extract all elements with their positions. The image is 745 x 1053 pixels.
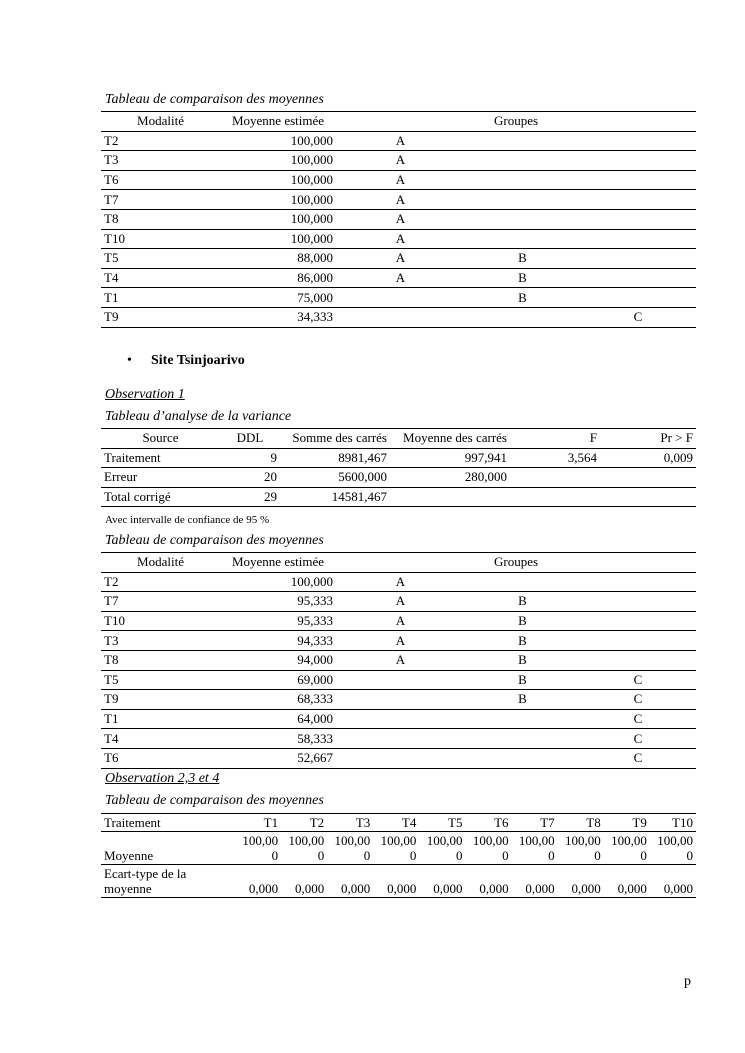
group-a-cell: A	[336, 268, 465, 288]
header-treatment: T4	[373, 814, 419, 832]
row-label: Moyenne	[101, 832, 235, 865]
pr-cell: 0,009	[600, 448, 696, 468]
group-a-cell	[336, 288, 465, 308]
source-cell: Traitement	[101, 448, 220, 468]
value-cell: 100,000	[650, 832, 696, 865]
table-row	[101, 592, 696, 612]
anova-caption: Tableau d’analyse de la variance	[105, 409, 292, 424]
group-b-cell	[465, 131, 580, 151]
table-row	[101, 748, 696, 768]
table-row	[101, 670, 696, 690]
modalite-cell: T10	[101, 229, 220, 249]
table-row	[101, 190, 696, 210]
value-cell: 100,000	[558, 832, 604, 865]
confidence-note: Avec intervalle de confiance de 95 %	[105, 514, 270, 526]
group-b-cell: B	[465, 690, 580, 710]
header-treatment: T5	[419, 814, 465, 832]
table-row	[101, 631, 696, 651]
moyenne-cell: 997,941	[390, 448, 510, 468]
group-a-cell	[336, 690, 465, 710]
mean-cell: 64,000	[220, 709, 336, 729]
header-groupes: Groupes	[336, 553, 696, 573]
row-label: Ecart-type de la moyenne	[101, 865, 235, 898]
value-cell: 0,000	[419, 865, 465, 898]
somme-cell: 8981,467	[280, 448, 390, 468]
ddl-cell: 9	[220, 448, 280, 468]
modalite-cell: T7	[101, 190, 220, 210]
group-b-cell	[465, 151, 580, 171]
group-c-cell	[580, 170, 696, 190]
value-cell: 100,000	[465, 832, 511, 865]
bullet: •	[127, 353, 132, 368]
group-b-cell	[465, 307, 580, 327]
header-traitement: Traitement	[101, 814, 235, 832]
group-a-cell: A	[336, 229, 465, 249]
section-title: Site Tsinjoarivo	[151, 353, 245, 368]
value-cell: 100,000	[419, 832, 465, 865]
value-cell: 0,000	[235, 865, 281, 898]
mean-cell: 94,000	[220, 650, 336, 670]
value-cell: 0,000	[373, 865, 419, 898]
header-f: F	[510, 429, 600, 449]
group-c-cell	[580, 631, 696, 651]
group-c-cell	[580, 249, 696, 269]
group-b-cell	[465, 729, 580, 749]
header-treatment: T10	[650, 814, 696, 832]
group-c-cell: C	[580, 690, 696, 710]
page-number: p	[684, 974, 691, 989]
table-row	[101, 131, 696, 151]
modalite-cell: T5	[101, 249, 220, 269]
modalite-cell: T4	[101, 268, 220, 288]
group-b-cell: B	[465, 288, 580, 308]
modalite-cell: T1	[101, 709, 220, 729]
group-c-cell	[580, 650, 696, 670]
group-a-cell: A	[336, 592, 465, 612]
table-row	[101, 170, 696, 190]
group-c-cell	[580, 268, 696, 288]
f-cell	[510, 468, 600, 488]
value-cell: 0,000	[512, 865, 558, 898]
group-a-cell: A	[336, 249, 465, 269]
group-a-cell: A	[336, 170, 465, 190]
header-row	[101, 814, 696, 832]
value-cell: 100,000	[604, 832, 650, 865]
mean-cell: 88,000	[220, 249, 336, 269]
group-b-cell	[465, 209, 580, 229]
somme-cell: 5600,000	[280, 468, 390, 488]
header-moyenne: Moyenne estimée	[220, 112, 336, 132]
header-treatment: T3	[327, 814, 373, 832]
modalite-cell: T4	[101, 729, 220, 749]
table-row	[101, 487, 696, 507]
table-row	[101, 288, 696, 308]
group-a-cell: A	[336, 611, 465, 631]
header-treatment: T7	[512, 814, 558, 832]
mean-cell: 100,000	[220, 151, 336, 171]
value-cell: 100,000	[327, 832, 373, 865]
group-a-cell	[336, 729, 465, 749]
modalite-cell: T8	[101, 650, 220, 670]
mean-cell: 86,000	[220, 268, 336, 288]
header-somme: Somme des carrés	[280, 429, 390, 449]
group-c-cell	[580, 229, 696, 249]
header-pr: Pr > F	[600, 429, 696, 449]
mean-cell: 95,333	[220, 611, 336, 631]
table-row	[101, 307, 696, 327]
modalite-cell: T8	[101, 209, 220, 229]
table-row	[101, 572, 696, 592]
group-a-cell: A	[336, 209, 465, 229]
mean-cell: 100,000	[220, 572, 336, 592]
header-treatment: T6	[465, 814, 511, 832]
observation-1-title: Observation 1	[105, 387, 185, 402]
header-modalite: Modalité	[101, 553, 220, 573]
value-cell: 0,000	[327, 865, 373, 898]
table-row	[101, 209, 696, 229]
group-c-cell	[580, 151, 696, 171]
group-c-cell: C	[580, 748, 696, 768]
source-cell: Erreur	[101, 468, 220, 488]
modalite-cell: T10	[101, 611, 220, 631]
modalite-cell: T9	[101, 307, 220, 327]
table-row	[101, 650, 696, 670]
group-c-cell	[580, 209, 696, 229]
value-cell: 100,000	[281, 832, 327, 865]
group-b-cell: B	[465, 592, 580, 612]
mean-cell: 75,000	[220, 288, 336, 308]
group-a-cell: A	[336, 151, 465, 171]
mean-cell: 34,333	[220, 307, 336, 327]
group-c-cell: C	[580, 709, 696, 729]
header-row	[101, 429, 696, 449]
group-a-cell: A	[336, 190, 465, 210]
group-b-cell: B	[465, 611, 580, 631]
comparison-table-1	[101, 111, 696, 328]
group-c-cell	[580, 190, 696, 210]
mean-cell: 100,000	[220, 190, 336, 210]
comparison-table-2	[101, 552, 696, 769]
table-row	[101, 249, 696, 269]
anova-table	[101, 428, 696, 507]
modalite-cell: T6	[101, 748, 220, 768]
group-c-cell: C	[580, 670, 696, 690]
value-cell: 100,000	[512, 832, 558, 865]
modalite-cell: T3	[101, 631, 220, 651]
modalite-cell: T5	[101, 670, 220, 690]
somme-cell: 14581,467	[280, 487, 390, 507]
table-row	[101, 268, 696, 288]
group-b-cell	[465, 748, 580, 768]
table2-caption: Tableau de comparaison des moyennes	[105, 533, 324, 548]
header-row	[101, 553, 696, 573]
mean-cell: 52,667	[220, 748, 336, 768]
header-groupes: Groupes	[336, 112, 696, 132]
header-modalite: Modalité	[101, 112, 220, 132]
group-a-cell: A	[336, 631, 465, 651]
value-cell: 100,000	[235, 832, 281, 865]
pr-cell	[600, 468, 696, 488]
group-b-cell: B	[465, 650, 580, 670]
table-row	[101, 865, 696, 898]
group-a-cell: A	[336, 572, 465, 592]
mean-cell: 100,000	[220, 229, 336, 249]
table-row	[101, 448, 696, 468]
mean-cell: 94,333	[220, 631, 336, 651]
header-treatment: T9	[604, 814, 650, 832]
modalite-cell: T2	[101, 572, 220, 592]
table-row	[101, 709, 696, 729]
group-c-cell: C	[580, 729, 696, 749]
group-b-cell	[465, 170, 580, 190]
table-row	[101, 229, 696, 249]
modalite-cell: T2	[101, 131, 220, 151]
mean-cell: 100,000	[220, 131, 336, 151]
value-cell: 0,000	[558, 865, 604, 898]
mean-cell: 68,333	[220, 690, 336, 710]
modalite-cell: T6	[101, 170, 220, 190]
header-ddl: DDL	[220, 429, 280, 449]
table-row	[101, 690, 696, 710]
ddl-cell: 29	[220, 487, 280, 507]
observation-2-title: Observation 2,3 et 4	[105, 771, 220, 786]
group-c-cell	[580, 572, 696, 592]
f-cell: 3,564	[510, 448, 600, 468]
group-a-cell: A	[336, 131, 465, 151]
pr-cell	[600, 487, 696, 507]
value-cell: 0,000	[281, 865, 327, 898]
modalite-cell: T7	[101, 592, 220, 612]
group-a-cell	[336, 709, 465, 729]
header-moyenne: Moyenne des carrés	[390, 429, 510, 449]
moyenne-cell	[390, 487, 510, 507]
ddl-cell: 20	[220, 468, 280, 488]
value-cell: 0,000	[650, 865, 696, 898]
group-a-cell	[336, 748, 465, 768]
header-treatment: T2	[281, 814, 327, 832]
f-cell	[510, 487, 600, 507]
table-row	[101, 468, 696, 488]
mean-cell: 95,333	[220, 592, 336, 612]
mean-cell: 69,000	[220, 670, 336, 690]
mean-cell: 58,333	[220, 729, 336, 749]
group-a-cell	[336, 670, 465, 690]
header-treatment: T1	[235, 814, 281, 832]
value-cell: 100,000	[373, 832, 419, 865]
source-cell: Total corrigé	[101, 487, 220, 507]
group-b-cell: B	[465, 249, 580, 269]
group-c-cell	[580, 611, 696, 631]
header-moyenne: Moyenne estimée	[220, 553, 336, 573]
header-treatment: T8	[558, 814, 604, 832]
table3-caption: Tableau de comparaison des moyennes	[105, 793, 324, 808]
modalite-cell: T3	[101, 151, 220, 171]
moyenne-cell: 280,000	[390, 468, 510, 488]
group-b-cell	[465, 229, 580, 249]
table-row	[101, 151, 696, 171]
header-source: Source	[101, 429, 220, 449]
mean-cell: 100,000	[220, 209, 336, 229]
table-row	[101, 832, 696, 865]
group-c-cell	[580, 592, 696, 612]
header-row	[101, 112, 696, 132]
modalite-cell: T1	[101, 288, 220, 308]
mean-cell: 100,000	[220, 170, 336, 190]
group-b-cell: B	[465, 631, 580, 651]
group-c-cell: C	[580, 307, 696, 327]
group-b-cell	[465, 572, 580, 592]
group-c-cell	[580, 288, 696, 308]
modalite-cell: T9	[101, 690, 220, 710]
group-c-cell	[580, 131, 696, 151]
group-a-cell: A	[336, 650, 465, 670]
table-row	[101, 729, 696, 749]
comparison-table-3	[101, 813, 696, 898]
group-b-cell	[465, 709, 580, 729]
table1-caption: Tableau de comparaison des moyennes	[105, 92, 324, 107]
group-a-cell	[336, 307, 465, 327]
table-row	[101, 611, 696, 631]
group-b-cell: B	[465, 268, 580, 288]
value-cell: 0,000	[465, 865, 511, 898]
value-cell: 0,000	[604, 865, 650, 898]
group-b-cell: B	[465, 670, 580, 690]
group-b-cell	[465, 190, 580, 210]
